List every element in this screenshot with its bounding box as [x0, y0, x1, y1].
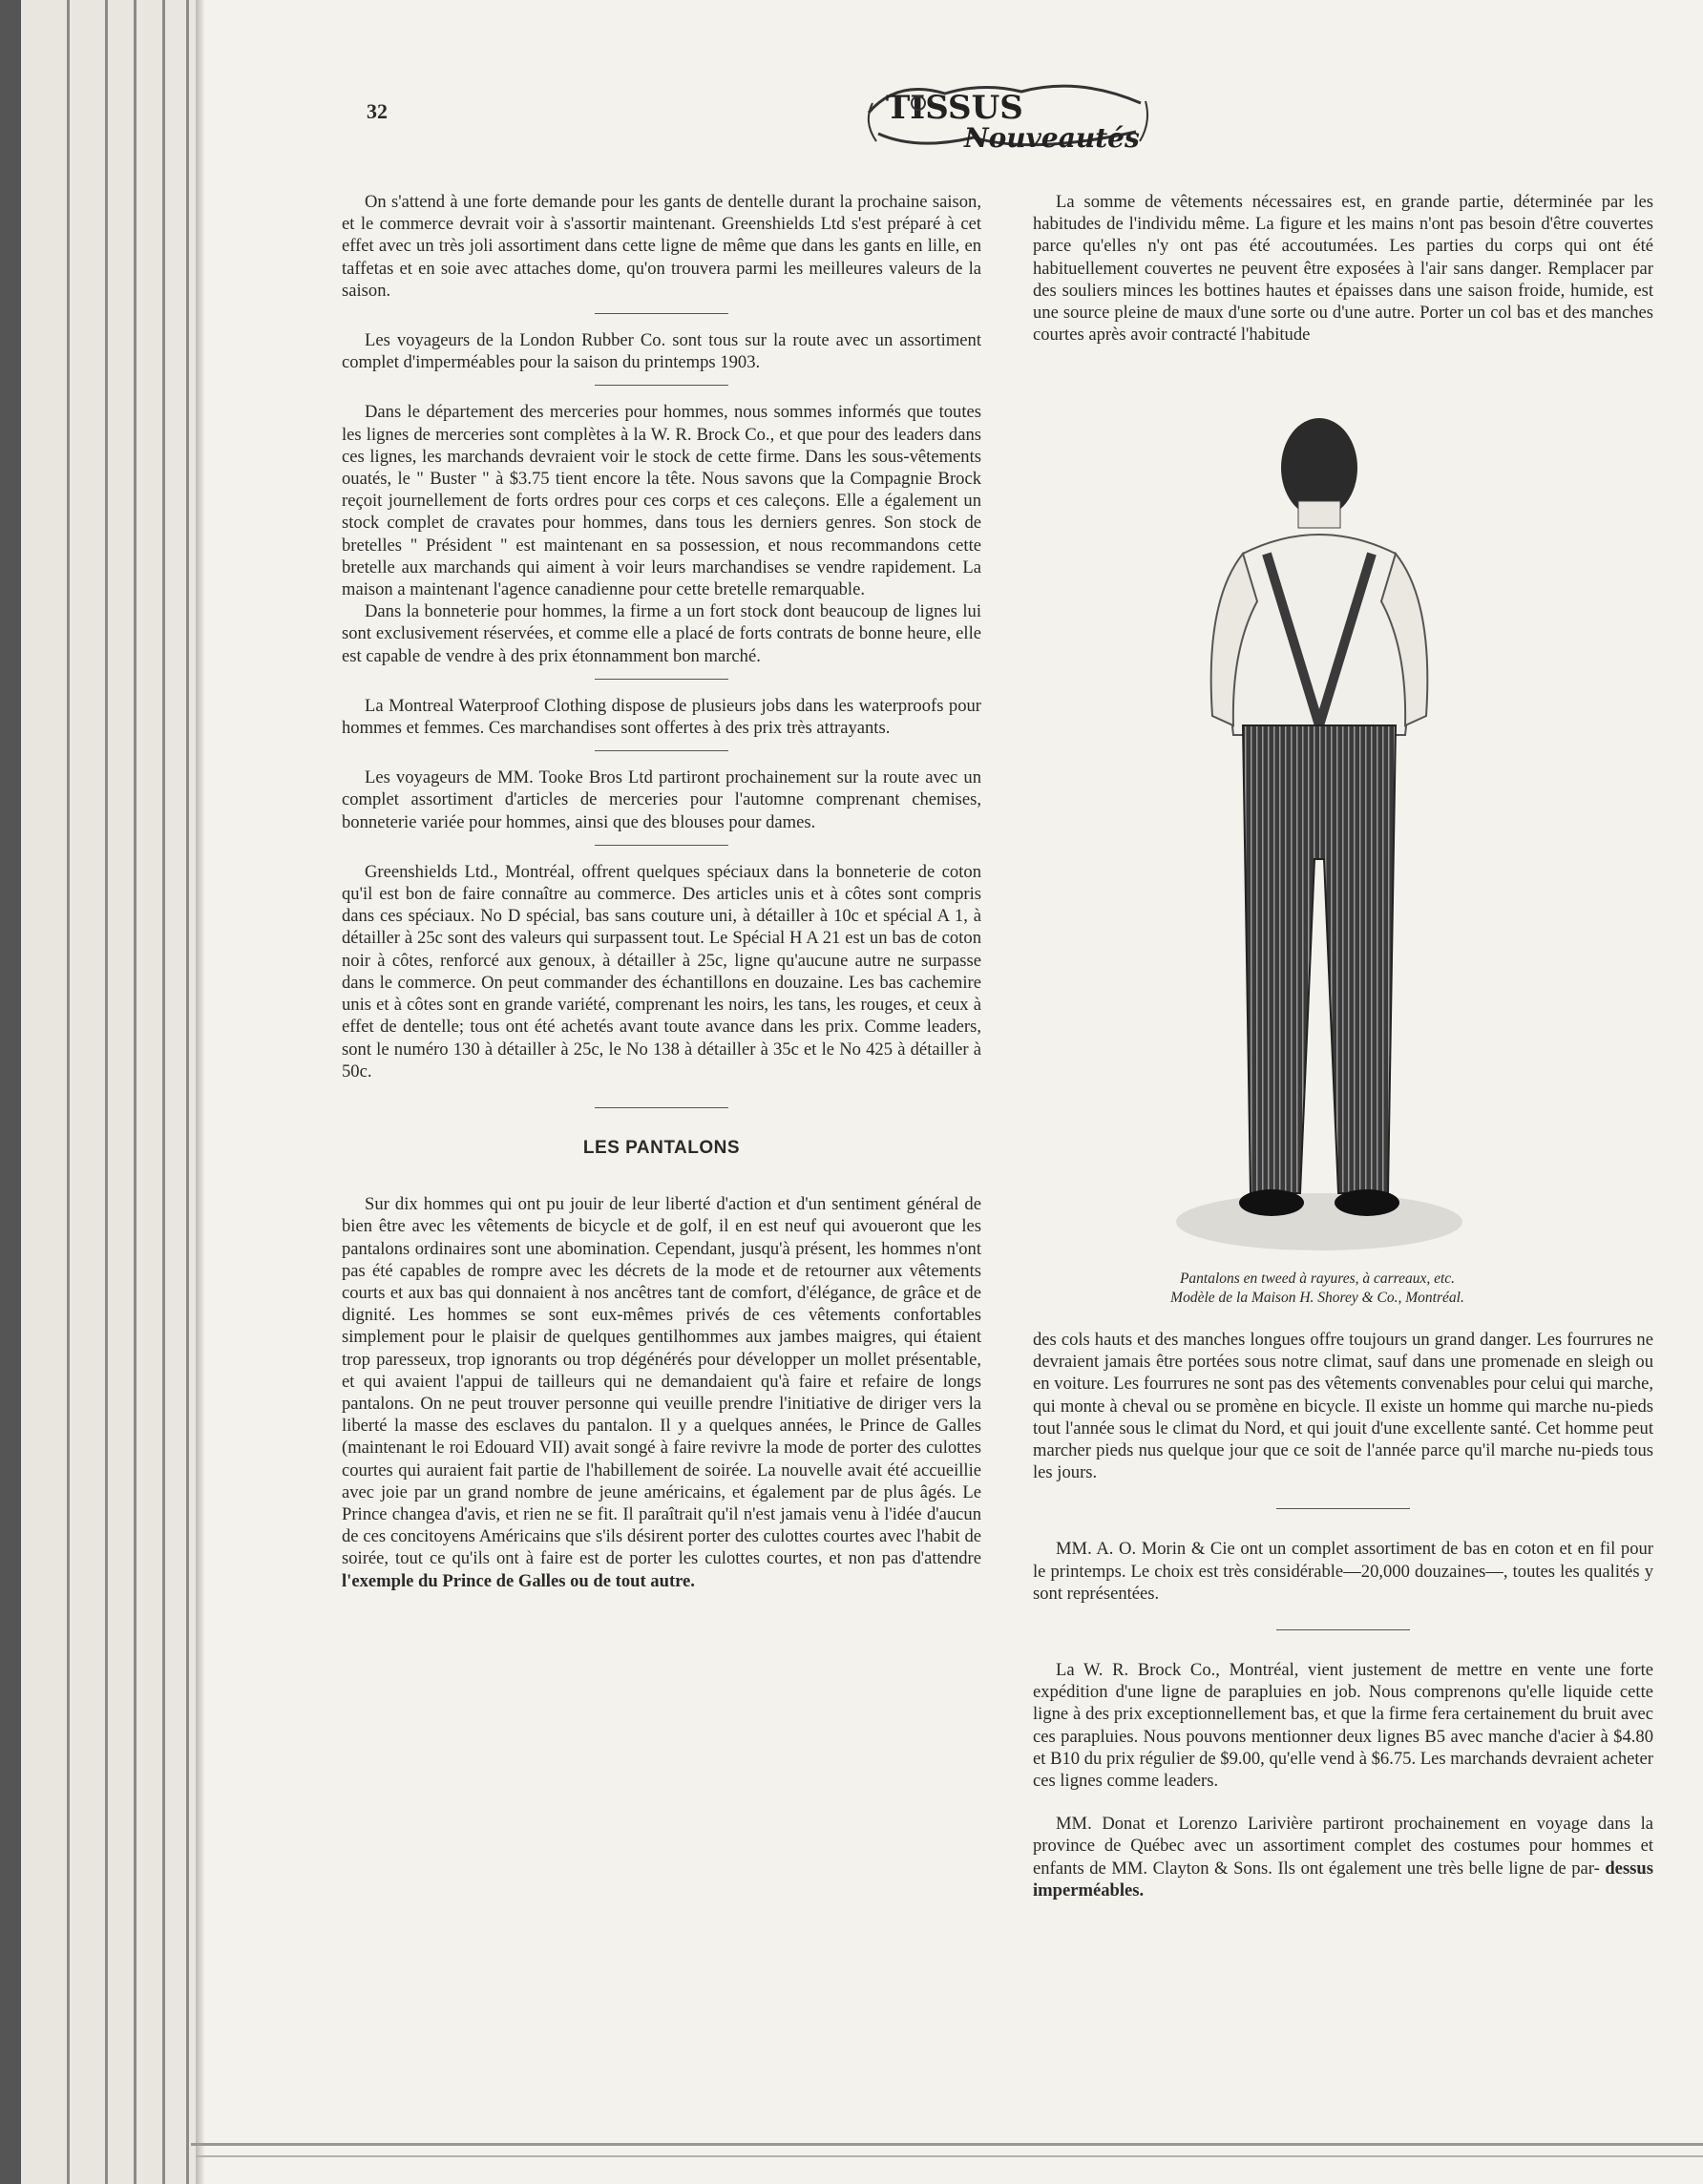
paragraph-lace-gloves: On s'attend à une forte demande pour les gants de dentelle durant la prochaine saison, et le commerce devrait voir à s'assortir maintenant. Greenshields Ltd s'est préparé à cet effet avec un très joli assortiment dans cette ligne de même que dans les gants en lille, en taffetas et en soie avec attaches dome, qu'on trouvera parmi les meilleures valeurs de la saison. [342, 192, 981, 301]
page-edge [134, 0, 137, 2184]
shirt [1224, 535, 1415, 735]
separator-rule [595, 313, 728, 314]
pantalons-tail: l'exemple du Prince de Galles ou de tout autre. [342, 1570, 695, 1591]
paragraph-montreal-waterproof: La Montreal Waterproof Clothing dispose de plusieurs jobs dans les waterproofs pour hommes et femmes. Ces marchandises sont offertes à des prix très attrayants. [342, 695, 981, 739]
striped-trousers [1243, 725, 1396, 1193]
paragraph-tooke-bros: Les voyageurs de MM. Tooke Bros Ltd partiront prochainement sur la route avec un complet assortiment d'articles de merceries pour l'automne comprenant chemises, bonneterie variée pour hommes, ainsi que des blouses pour dames. [342, 767, 981, 832]
separator-rule [1276, 1629, 1410, 1630]
binding-shadow [0, 0, 21, 2184]
lariviere-text: MM. Donat et Lorenzo Larivière partiront prochainement en voyage dans la province de Québec avec un assortiment complet des costumes pour hommes et enfants de MM. Clayton & Sons. Ils ont également une très belle ligne de par- [1033, 1814, 1653, 1879]
page-edge [162, 0, 165, 2184]
separator-rule [595, 750, 728, 751]
page-number: 32 [367, 99, 388, 123]
separator-rule [595, 1107, 728, 1108]
paragraph-morin: MM. A. O. Morin & Cie ont un complet assortiment de bas en coton et en fil pour le printemps. Le choix est très considérable—20,000 douzaines—, toutes les qualités y sont représentées. [1033, 1539, 1653, 1604]
ground-shadow [1176, 1193, 1462, 1250]
caption-line-1: Pantalons en tweed à rayures, à carreaux, etc. [1179, 1270, 1456, 1287]
book-binding [0, 0, 205, 2184]
section-heading: LES PANTALONS [582, 1137, 741, 1158]
paragraph-pantalons [342, 1193, 981, 1592]
paragraph-brock-parapluies: La W. R. Brock Co., Montréal, vient justement de mettre en vente une forte expédition d'une ligne de parapluies en job. Nous comprenons qu'elle liquide cette ligne à des prix exceptionnellement bas, et que la firme fera certainement du bruit avec ces parapluies. Nous pouvons mentionner deux lignes B5 avec manche d'acier à $4.80 et B10 du prix régulier de $9.00, qu'elle vend à $6.75. Les marchands devraient acheter ces lignes comme leaders. [1033, 1660, 1653, 1792]
page-edge [186, 0, 189, 2184]
separator-rule [595, 385, 728, 386]
paragraph-london-rubber: Les voyageurs de la London Rubber Co. sont tous sur la route avec un assortiment complet d'imperméables pour la saison du printemps 1903. [342, 330, 981, 373]
paragraph-lariviere [1033, 1813, 1653, 1901]
svg-text:Nouveautés: Nouveautés [964, 122, 1140, 154]
svg-text:TISSUS: TISSUS [886, 89, 1023, 127]
left-column [342, 191, 981, 1592]
page-edge [105, 0, 108, 2184]
page-bottom-edge [191, 2143, 1703, 2146]
lariviere-tail: dessus imperméables. [1033, 1858, 1653, 1900]
pantalons-text: Sur dix hommes qui ont pu jouir de leur liberté d'action et d'un sentiment général de bien être avec les vêtements de bicycle et de golf, il en est neuf qui avoueront que les pantalons ordinaires sont une abomination. Cependant, jusqu'à présent, les hommes n'ont pas été capables de rompre avec les décrets de la mode et de retourner aux vêtements courts et aux bas qui donnaient à nos ancêtres tant de comfort, d'élégance, de grâce et de dignité. Les hommes se sont eux-mêmes privés de ces vêtements confortables simplement pour le plaisir de quelques gentilhommes aux jambes maigres, qui étaient trop paresseux, trop ignorants ou trop dégénérés pour développer un mollet présentable, et qui avaient l'appui de tailleurs qui ne demandaient qu'à faire et refaire de longs pantalons. On ne peut trouver personne qui veuille prendre l'initiative de diriger vers la liberté la masse des esclaves du pantalon. Il y a quelques années, le Prince de Galles (maintenant le roi Edouard VII) avait songé à faire revivre la mode de porter des culottes courtes qui auraient fait partie de l'habillement de soirée. La nouvelle avait été accueillie avec joie par un grand nombre de jeune américains, et également par de plus âgés. Le Prince changea d'avis, et rien ne se fit. Il paraîtrait qu'il n'est jamais venu à l'idée d'aucun de ces concitoyens Américains que s'ils désirent porter des culottes courtes avec l'habit de soirée, tout ce qu'ils ont à faire est de porter les culottes courtes, et non pas d'attendre [342, 1194, 981, 1569]
separator-rule [595, 679, 728, 680]
right-column-top [1033, 191, 1653, 346]
paragraph-cols-hauts: des cols hauts et des manches longues offre toujours un grand danger. Les fourrures ne devraient jamais être portées sous notre climat, sauf dans une promenade en sleigh ou en voiture. Les fourrures ne sont pas des vêtements convenables pour celui qui marche, qui monte à cheval ou se promène en bicycle. Il existe un homme qui marche nu-pieds tout l'année sous le climat du Nord, et qui jouit d'une excellente santé. Cet homme peut marcher pieds nus quelque jour que ce soit de l'année parce qu'il marche nu-pieds tous les jours. [1033, 1330, 1653, 1483]
masthead-logo [859, 74, 1155, 157]
paragraph-greenshields-specials: Greenshields Ltd., Montréal, offrent quelques spéciaux dans la bonneterie de coton qu'il est bon de faire connaître au commerce. Des articles unis et à côtes sont compris dans ces spéciaux. No D spécial, bas sans couture uni, à détailler à 10c et spécial A 1, à détailler à 25c sont des valeurs qui surpassent tout. Le Spécial H A 21 est un bas de coton noir à côtes, renforcé aux genoux, à détailler à 25c, ligne qu'aucune autre ne surpasse dans le commerce. On peut commander des échantillons en douzaine. Les bas cachemire unis et à côtes sont en grande variété, comprenant les noirs, les tans, les rouges, et ceux à effet de dentelle; tous ont été achetés avant toute avance dans les prix. Comme leaders, sont le numéro 130 à détailler à 25c, le No 138 à détailler à 35c et le No 425 à détailler à 50c. [342, 861, 981, 1082]
paragraph-vetements-necessaires: La somme de vêtements nécessaires est, en grande partie, déterminée par les habitudes de l'individu même. La figure et les mains n'ont pas besoin d'être couvertes parce qu'elles n'y ont pas été accoutumées. Les parties du corps qui ont été habituellement couvertes ne peuvent être exposées à l'air sans danger. Remplacer par des souliers minces les bottines hautes et épaisses dans une saison froide, humide, est une source pleine de maux d'une sorte ou d'une autre. Porter un col bas et des manches courtes après avoir contracté l'habitude [1033, 192, 1653, 346]
paragraph-brock-merceries: Dans le département des merceries pour hommes, nous sommes informés que toutes les lignes de merceries sont complètes à la W. R. Brock Co., et que pour des leaders dans ces lignes, les marchands devraient voir le stock de cette firme. Dans les sous-vêtements ouatés, le " Buster " à $3.75 tient encore la tête. Nous savons que la Compagnie Brock reçoit journellement de forts ordres pour ces corps et ces caleçons. Elle a également un stock complet de cravates pour hommes, dans tous les derniers genres. Son stock de bretelles " Président " est maintenant en sa possession, et nous recommandons cette bretelle aux marchands qui aiment à voir leurs marchandises se vendre rapidement. La maison a maintenant l'agence canadienne pour cette bretelle remarquable. [342, 402, 981, 600]
right-column-bottom [1033, 1329, 1653, 1901]
paragraph-bonneterie: Dans la bonneterie pour hommes, la firme a un fort stock dont beaucoup de lignes lui sont exclusivement réservées, et comme elle a placé de forts contrats de bonne heure, elle est capable de vendre à des prix étonnamment bon marché. [342, 601, 981, 666]
page-edge [67, 0, 70, 2184]
separator-rule [595, 845, 728, 846]
figure-caption [1060, 1270, 1575, 1308]
page-gutter [196, 0, 205, 2184]
page-bottom-edge [196, 2155, 1703, 2157]
caption-line-2: Modèle de la Maison H. Shorey & Co., Montréal. [1170, 1290, 1464, 1306]
separator-rule [1276, 1508, 1410, 1509]
illustration-man-trousers [1176, 410, 1462, 1260]
